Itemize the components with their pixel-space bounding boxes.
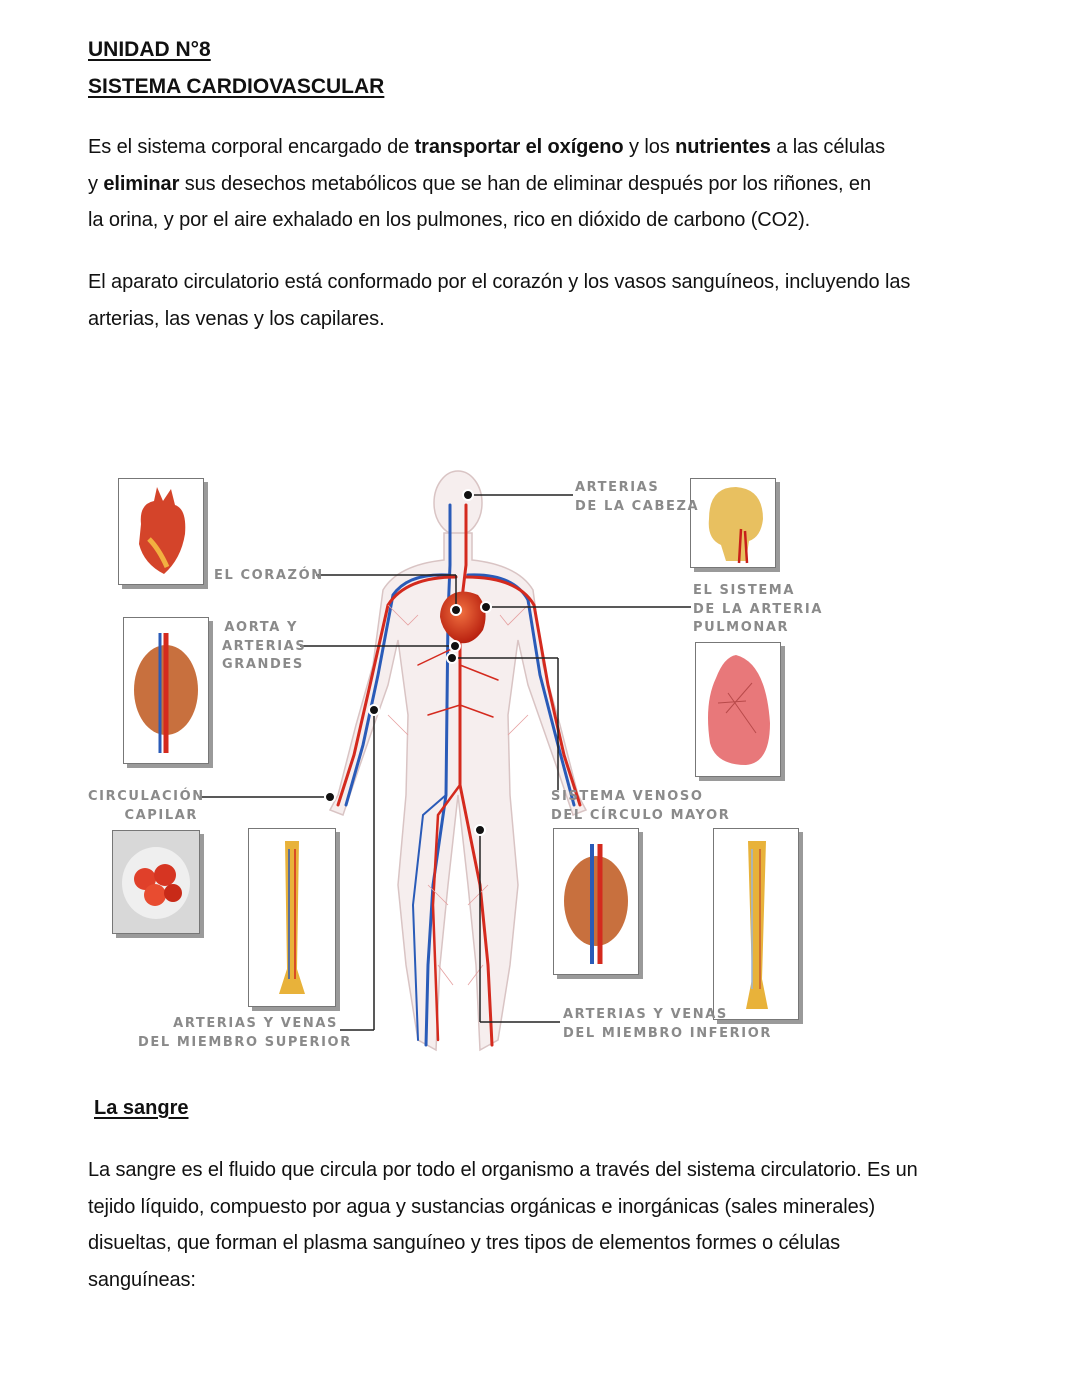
upper-limb-thumbnail [248, 828, 336, 1007]
bold-transport-oxygen: transportar el oxígeno [414, 136, 624, 158]
bold-nutrients: nutrientes [675, 136, 771, 158]
blood-heading: La sangre [94, 1097, 189, 1119]
heart-thumbnail [118, 478, 204, 585]
components-line-2: arterias, las venas y los capilares. [88, 307, 385, 330]
blood-line-2: tejido líquido, compuesto por agua y sustancias orgánicas e inorgánicas (sales minerales) [88, 1195, 876, 1218]
label-capillary-circulation: CIRCULACIÓN CAPILAR [88, 789, 205, 823]
lower-limb-thumbnail [713, 828, 799, 1020]
label-venous-system: SISTEMA VENOSO DEL CÍRCULO MAYOR [551, 789, 731, 823]
components-line-1: El aparato circulatorio está conformado por el corazón y los vasos sanguíneos, incluyendo las [88, 271, 911, 293]
components-paragraph [88, 264, 988, 337]
unit-title: UNIDAD N°8 [88, 38, 211, 61]
blood-line-1: La sangre es el fluido que circula por todo el organismo a través del sistema circulatorio. Es un [88, 1159, 918, 1181]
lung-thumbnail [695, 642, 781, 777]
circulatory-system-diagram [88, 465, 828, 1065]
capillary-thumbnail [112, 830, 200, 934]
venous-system-thumbnail [553, 828, 639, 975]
intro-line-3: la orina, y por el aire exhalado en los pulmones, rico en dióxido de carbono (CO2). [88, 209, 811, 231]
label-heart: EL CORAZÓN [214, 568, 324, 583]
label-head-arteries: ARTERIAS DE LA CABEZA [575, 480, 700, 514]
bold-eliminate: eliminar [103, 172, 180, 195]
blood-paragraph [88, 1152, 988, 1298]
head-thumbnail [690, 478, 776, 568]
label-aorta: AORTA Y ARTERIAS GRANDES [222, 620, 307, 672]
intro-line-1: Es el sistema corporal encargado de transportar el oxígeno y los nutrientes a las células [88, 136, 885, 158]
blood-line-3: disueltas, que forman el plasma sanguíneo y tres tipos de elementos formes o células [88, 1232, 841, 1254]
label-upper-limb: ARTERIAS Y VENAS DEL MIEMBRO SUPERIOR [138, 1016, 352, 1050]
aorta-thumbnail [123, 617, 209, 764]
label-lower-limb: ARTERIAS Y VENAS DEL MIEMBRO INFERIOR [563, 1007, 772, 1041]
intro-paragraph [88, 129, 988, 239]
label-pulmonary-artery: EL SISTEMA DE LA ARTERIA PULMONAR [693, 583, 824, 635]
intro-line-2: y eliminar sus desechos metabólicos que se han de eliminar después por los riñones, en [88, 172, 871, 195]
section-title: SISTEMA CARDIOVASCULAR [88, 75, 385, 98]
blood-line-4: sanguíneas: [88, 1268, 196, 1291]
